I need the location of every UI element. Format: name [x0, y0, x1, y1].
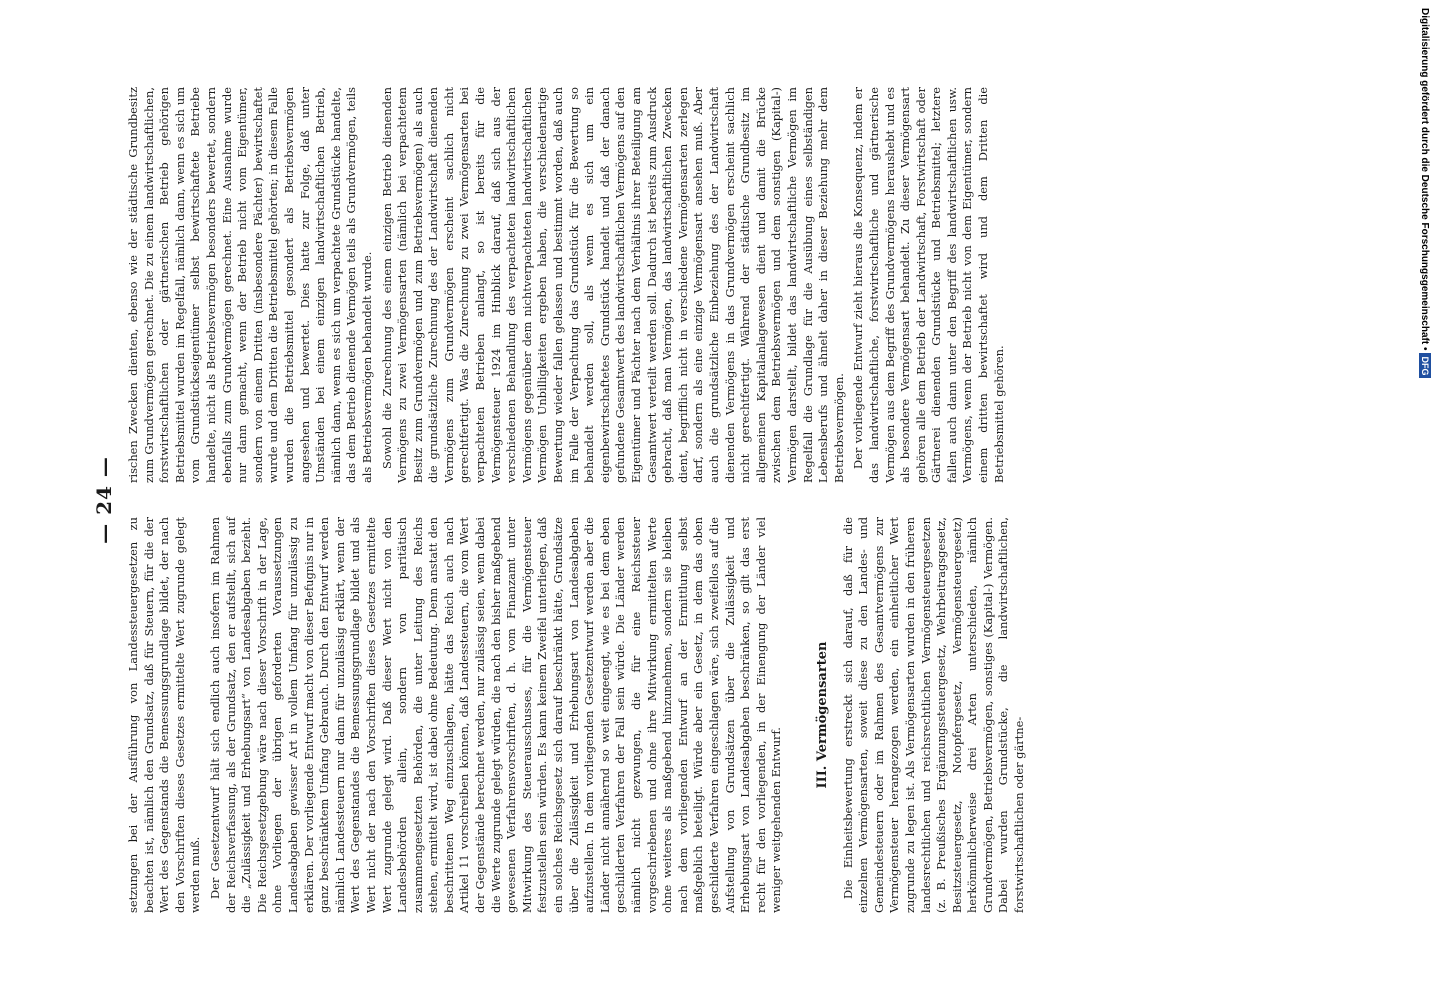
left-column — [126, 517, 1028, 913]
rotated-page — [92, 87, 1300, 913]
page-number: — 24 — — [92, 456, 116, 544]
dfg-logo-icon: DFG — [1419, 353, 1431, 378]
right-column — [126, 87, 1007, 483]
paragraph: Die Einheitsbewertung erstreckt sich darauf, daß für die einzelnen Vermögensarten, soweit diese zu den Landes- und Gemeindesteuern oder im Rahmen des Gesamtvermögens zur Vermögensteuer herangezogen werden, ein einheitlicher Wert zugrunde zu legen ist. Als Vermögensarten wurden in den früheren landesrechtlichen und reichsrechtlichen Vermögensteuergesetzen (z. B. Preußisches Ergänzungssteuergesetz, Wehrbeitragsgesetz, Besitzsteuergesetz, Notopfergesetz, Vermögensteuergesetz) herkömmlicherweise drei Arten unterschieden, nämlich Grundvermögen, Betriebsvermögen, sonstiges (Kapital-) Vermögen. Dabei wurden Grundstücke, die landwirtschaftlichen, forstwirtschaftlichen oder gärtne- — [840, 517, 1027, 913]
paragraph: Der Gesetzentwurf hält sich endlich auch insofern im Rahmen der Reichsverfassung, als der Grundsatz, den er aufstellt, sich auf die „Zulässigkeit und Erhebungsart“ von Landesabgaben bezieht. Die Reichsgesetzgebung wäre nach dieser Vorschrift in der Lage, ohne Vorliegen der übrigen geforderten Voraussetzungen Landesabgaben gewisser Art in vollem Umfang für unzulässig zu erklären. Der vorliegende Entwurf macht von dieser Befugnis nur in ganz beschränktem Umfang Gebrauch. Durch den Entwurf werden nämlich Landessteuern nur dann für unzulässig erklärt, wenn der Wert des Gegenstandes die Bemessungsgrundlage bildet und als Wert nicht der nach den Vorschriften dieses Gesetzes ermittelte Wert zugrunde gelegt wird. Daß dieser Wert nicht von den Landesbehörden allein, sondern von paritätisch zusammengesetzten Behörden, die unter Leitung des Reichs stehen, ermittelt wird, ist dabei ohne Bedeutung. Denn anstatt den beschrittenen Weg einzuschlagen, hätte das Reich auch nach Artikel 11 vorschreiben können, daß Landessteuern, die vom Wert der Gegenstände berechnet werden, nur zulässig seien, wenn dabei die Werte zugrunde gelegt würden, die nach den bisher maßgebend gewesenen Verfahrensvorschriften, d. h. vom Finanzamt unter Mitwirkung des Steuerausschusses, für die Vermögensteuer festzustellen sein würden. Es kann keinem Zweifel unterliegen, daß ein solches Reichsgesetz sich darauf beschränkt hätte, Grundsätze über die Zulässigkeit und Erhebungsart von Landesabgaben aufzustellen. In dem vorliegenden Gesetzentwurf werden aber die Länder nicht annähernd so weit eingeengt, wie es bei dem eben geschilderten Verfahren der Fall sein würde. Die Länder werden nämlich nicht gezwungen, die für eine Reichssteuer vorgeschriebenen und ohne ihre Mitwirkung ermittelten Werte ohne weiteres als maßgebend hinzunehmen, sondern sie bleiben nach dem vorliegenden Entwurf an der Ermittlung selbst maßgeblich beteiligt. Würde aber ein Gesetz, in dem das oben geschilderte Verfahren eingeschlagen wäre, sich zweifellos auf die Aufstellung von Grundsätzen über die Zulässigkeit und Erhebungsart von Landesabgaben beschränken, so gilt das erst recht für den vorliegenden, in der Einengung der Länder viel weniger weitgehenden Entwurf. — [207, 517, 784, 913]
page-content — [92, 87, 1300, 913]
paragraph: Der vorliegende Entwurf zieht hieraus die Konsequenz, indem er das landwirtschaftliche, forstwirtschaftliche und gärtnerische Vermögen aus dem Begriff des Grundvermögens heraushebt und es als besondere Vermögensart behandelt. Zu dieser Vermögensart gehören alle dem Betrieb der Landwirtschaft, Forstwirtschaft oder Gärtnerei dienenden Grundstücke und Betriebsmittel; letztere fallen auch dann unter den Begriff des landwirtschaftlichen usw. Vermögens, wenn der Betrieb nicht von dem Eigentümer, sondern einem dritten bewirtschaftet wird und dem Dritten die Betriebsmittel gehören. — [851, 87, 1006, 483]
paragraph: Sowohl die Zurechnung des einem einzigen Betrieb dienenden Vermögens zu zwei Vermögensarten (nämlich bei verpachtetem Besitz zum Grundvermögen und zum Betriebsvermögen) als auch die grundsätzliche Zurechnung des der Landwirtschaft dienenden Vermögens zum Grundvermögen erscheint sachlich nicht gerechtfertigt. Was die Zurechnung zu zwei Vermögensarten bei verpachteten Betrieben anlangt, so ist bereits für die Vermögensteuer 1924 im Hinblick darauf, daß sich aus der verschiedenen Behandlung des verpachteten landwirtschaftlichen Vermögens gegenüber dem nichtverpachteten landwirtschaftlichen Vermögen Unbilligkeiten ergeben haben, die verschiedenartige Bewertung wieder fallen gelassen und bestimmt worden, daß auch im Falle der Verpachtung das Grundstück für die Bewertung so behandelt werden soll, als wenn es sich um ein eigenbewirtschaftetes Grundstück handelt und daß der danach gefundene Gesamtwert des landwirtschaftlichen Vermögens auf den Eigentümer und Pächter nach dem Verhältnis ihrer Beteiligung am Gesamtwert verteilt werden soll. Dadurch ist bereits zum Ausdruck gebracht, daß man Vermögen, das landwirtschaftlichen Zwecken dient, begrifflich nicht in verschiedene Vermögensarten zerlegen darf, sondern als eine einzige Vermögensart ansehen muß. Aber auch die grundsätzliche Einbeziehung des der Landwirtschaft dienenden Vermögens in das Grundvermögen erscheint sachlich nicht gerechtfertigt. Während der städtische Grundbesitz im allgemeinen Kapitalanlagewesen dient und damit die Brücke zwischen dem Betriebsvermögen und dem sonstigen (Kapital-) Vermögen darstellt, bildet das landwirtschaftliche Vermögen im Regelfall die Grundlage für die Ausübung eines selbständigen Lebensberufs und ähnelt daher in dieser Beziehung mehr dem Betriebsvermögen. — [379, 87, 846, 483]
paragraph: rischen Zwecken dienten, ebenso wie der städtische Grundbesitz zum Grundvermögen gerechnet. Die zu einem landwirtschaftlichen, forstwirtschaftlichen oder gärtnerischen Betrieb gehörigen Betriebsmittel wurden im Regelfall, nämlich dann, wenn es sich um vom Grundstückseigentümer selbst bewirtschaftete Betriebe handelte, nicht als Betriebsvermögen besonders bewertet, sondern ebenfalls zum Grundvermögen gerechnet. Eine Ausnahme wurde nur dann gemacht, wenn der Betrieb nicht vom Eigentümer, sondern von einem Dritten (insbesondere Pächter) bewirtschaftet wurde und dem Dritten die Betriebsmittel gehörten; in diesem Falle wurden die Betriebsmittel gesondert als Betriebsvermögen angesehen und bewertet. Dies hatte zur Folge, daß unter Umständen bei einem einzigen landwirtschaftlichen Betrieb, nämlich dann, wenn es sich um verpachtete Grundstücke handelte, das dem Betrieb dienende Vermögen teils als Grundvermögen, teils als Betriebsvermögen behandelt wurde. — [126, 87, 374, 483]
paragraph: setzungen bei der Ausführung von Landessteuergesetzen zu beachten ist, nämlich den Grundsatz, daß für Steuern, für die der Wert des Gegenstands die Bemessungsgrundlage bildet, der nach den Vorschriften dieses Gesetzes ermittelte Wert zugrunde gelegt werden muß. — [126, 517, 203, 913]
section-heading: III. Vermögensarten — [814, 641, 830, 789]
credit-label: Digitalisierung gefördert durch die Deutsche Forschungsgemeinschaft • — [1419, 8, 1430, 351]
digitization-credit — [1419, 8, 1431, 388]
credit-text — [1419, 8, 1431, 388]
